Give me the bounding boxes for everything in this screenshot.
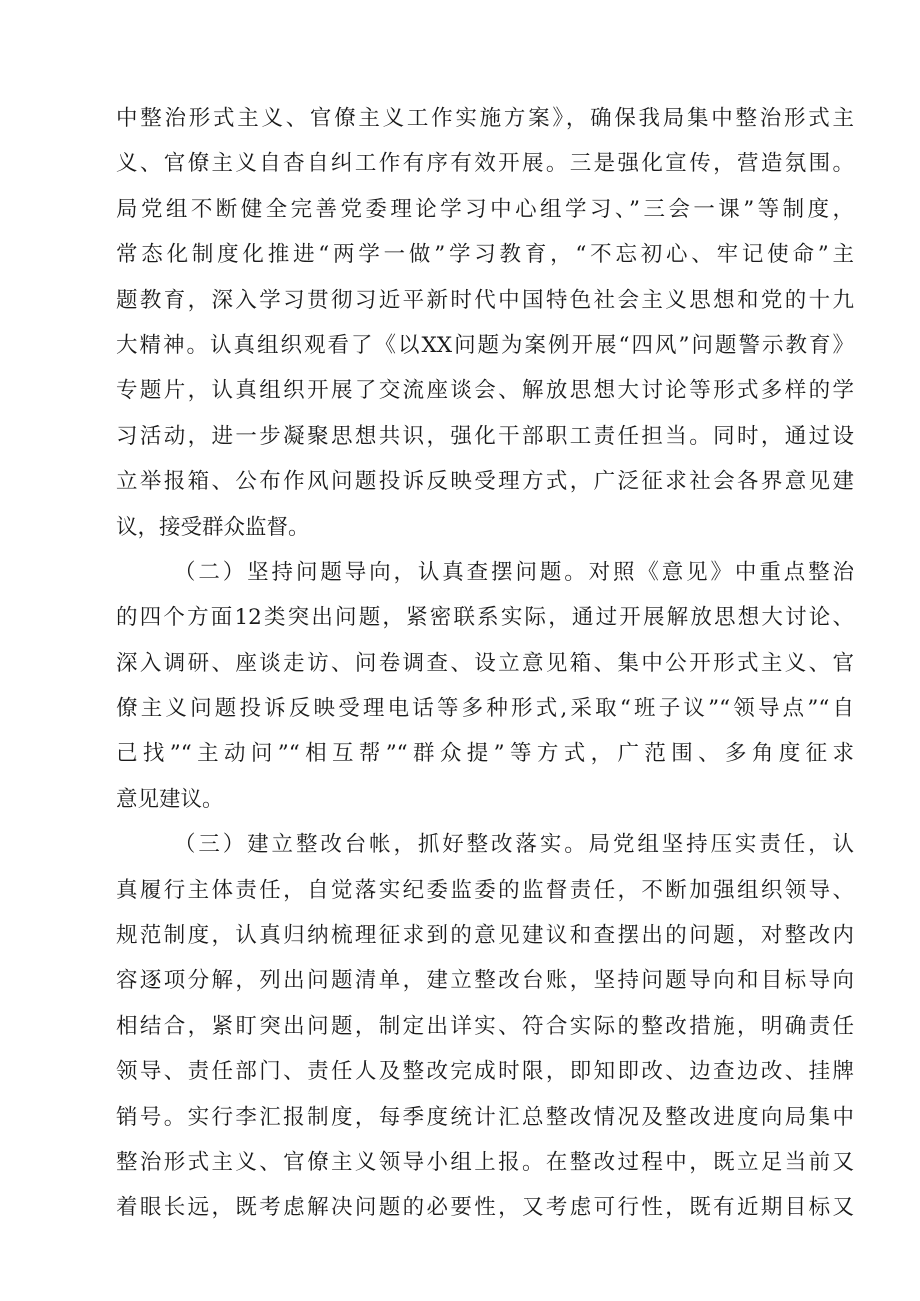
paragraph-3-line-4: 容逐项分解，列出问题清单，建立整改台账，坚持问题导向和目标导向 bbox=[116, 968, 854, 994]
paragraph-1-line-8: 习活动，进一步凝聚思想共识，强化干部职工责任担当。同时，通过设 bbox=[116, 423, 854, 449]
paragraph-1-line-7: 专题片，认真组织开展了交流座谈会、解放思想大讨论等形式多样的学 bbox=[116, 378, 854, 404]
paragraph-3-line-7: 销号。实行李汇报制度，每季度统计汇总整改情况及整改进度向局集中 bbox=[116, 1104, 854, 1130]
paragraph-2-line-3: 深入调研、座谈走访、问卷调查、设立意见箱、集中公开形式主义、官 bbox=[116, 650, 854, 676]
paragraph-1-line-6: 大精神。认真组织观看了《以XX问题为案例开展“四风”问题警示教育》 bbox=[116, 332, 854, 358]
paragraph-3-line-6: 领导、责任部门、责任人及整改完成时限，即知即改、边查边改、挂牌 bbox=[116, 1059, 854, 1085]
paragraph-2-line-4: 僚主义问题投诉反映受理电话等多种形式,采取“班子议”“领导点”“自 bbox=[116, 696, 854, 722]
paragraph-1-line-5: 题教育，深入学习贯彻习近平新时代中国特色社会主义思想和党的十九 bbox=[116, 287, 854, 313]
paragraph-3-line-5: 相结合，紧盯突出问题，制定出详实、符合实际的整改措施，明确责任 bbox=[116, 1013, 854, 1039]
paragraph-1-line-3: 局党组不断健全完善党委理论学习中心组学习、”三会一课”等制度， bbox=[116, 196, 854, 222]
paragraph-1-line-1: 中整治形式主义、官僚主义工作实施方案》，确保我局集中整治形式主 bbox=[116, 106, 854, 131]
paragraph-1-line-2: 义、官僚主义自杳自纠工作有序有效开展。三是强化宣传，营造氛围。 bbox=[116, 151, 854, 177]
paragraph-2-line-2: 的四个方面12类突出问题，紧密联系实际，通过开展解放思想大讨论、 bbox=[116, 605, 854, 631]
paragraph-1-line-4: 常态化制度化推进“两学一做”学习教育，“不忘初心、牢记使命”主 bbox=[116, 242, 854, 268]
paragraph-2-line-1: （二）坚持问题导向，认真查摆问题。对照《意见》中重点整治 bbox=[174, 559, 854, 585]
paragraph-3-line-3: 规范制度，认真归纳梳理征求到的意见建议和查摆出的问题，对整改内 bbox=[116, 923, 854, 949]
paragraph-3-line-2: 真履行主体责任，自觉落实纪委监委的监督责任，不断加强组织领导、 bbox=[116, 877, 854, 903]
paragraph-3-line-1: （三）建立整改台帐，抓好整改落实。局党组坚持压实责任，认 bbox=[174, 832, 854, 858]
paragraph-2-line-5: 己找”“主动问”“相互帮”“群众提”等方式，广范围、多角度征求 bbox=[116, 741, 854, 767]
paragraph-1-line-10: 议，接受群众监督。 bbox=[116, 514, 310, 540]
paragraph-1-line-9: 立举报箱、公布作风问题投诉反映受理方式，广泛征求社会各界意见建 bbox=[116, 469, 854, 495]
paragraph-3-line-9: 着眼长远，既考虑解决问题的必要性，又考虑可行性，既有近期目标又 bbox=[116, 1195, 854, 1221]
paragraph-3-line-8: 整治形式主义、官僚主义领导小组上报。在整改过程中，既立足当前又 bbox=[116, 1149, 854, 1175]
body-text bbox=[116, 96, 854, 1231]
paragraph-2-line-6: 意见建议。 bbox=[116, 786, 224, 812]
